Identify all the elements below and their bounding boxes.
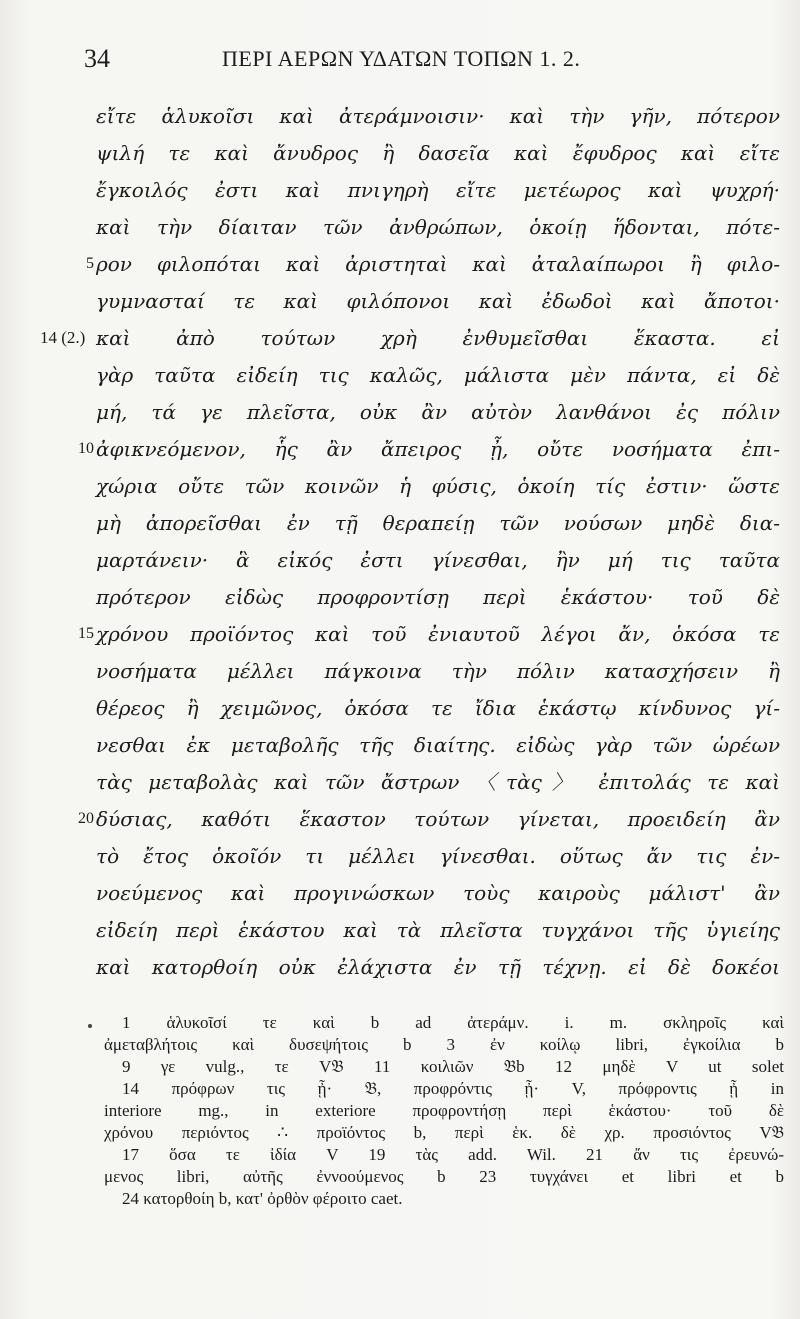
footnote-line bbox=[0, 1012, 800, 1034]
text-line bbox=[0, 727, 800, 764]
page-header bbox=[0, 40, 800, 80]
footnote-line bbox=[0, 1144, 800, 1166]
footnote-line bbox=[0, 1188, 800, 1210]
text-line bbox=[0, 357, 800, 394]
main-text bbox=[0, 98, 800, 986]
text-line bbox=[0, 320, 800, 357]
line-text: μὴ ἀπορεῖσθαι ἐν τῇ θεραπείῃ τῶν νούσων μηδὲ δια- bbox=[96, 511, 780, 535]
footnote-text: χρόνου περιόντος ∴ προϊόντος b, περὶ ἑκ. δὲ χρ. προσιόντος V𝔅 bbox=[104, 1123, 784, 1142]
text-line bbox=[0, 542, 800, 579]
text-line bbox=[0, 653, 800, 690]
line-number: 5 bbox=[86, 255, 94, 272]
footnote-line bbox=[0, 1034, 800, 1056]
line-text: ἔγκοιλός ἐστι καὶ πνιγηρὴ εἴτε μετέωρος καὶ ψυχρή· bbox=[96, 178, 780, 202]
footnote-text: 17 ὅσα τε ἰδία V 19 τὰς add. Wil. 21 ἄν τις ἐρευνώ- bbox=[122, 1145, 784, 1164]
text-line bbox=[0, 394, 800, 431]
footnote-text: interiore mg., in exteriore προφροντήσῃ περὶ ἑκάστου· τοῦ δὲ bbox=[104, 1101, 784, 1120]
line-text: νοεύμενος καὶ προγινώσκων τοὺς καιροὺς μάλιστ' ἂν bbox=[96, 881, 780, 905]
footnote-text: ἀμεταβλήτοις καὶ δυσεψήτοις b 3 ἐν κοίλῳ libri, ἐγκοίλια b bbox=[104, 1035, 784, 1054]
text-line bbox=[0, 172, 800, 209]
line-text: γὰρ ταῦτα εἰδείη τις καλῶς, μάλιστα μὲν πάντα, εἰ δὲ bbox=[96, 363, 780, 387]
line-text: χρόνου προϊόντος καὶ τοῦ ἐνιαυτοῦ λέγοι ἄν, ὁκόσα τε bbox=[96, 622, 780, 646]
line-text: πρότερον εἰδὼς προφροντίσῃ περὶ ἑκάστου· τοῦ δὲ bbox=[96, 585, 780, 609]
line-text: εἴτε ἁλυκοῖσι καὶ ἀτεράμνοισιν· καὶ τὴν γῆν, πότερον bbox=[96, 104, 780, 128]
text-line bbox=[0, 764, 800, 801]
line-number: 10 bbox=[78, 440, 94, 457]
text-line bbox=[0, 98, 800, 135]
text-line bbox=[0, 135, 800, 172]
line-text: ψιλή τε καὶ ἄνυδρος ἢ δασεῖα καὶ ἔφυδρος καὶ εἴτε bbox=[96, 141, 780, 165]
line-text: μαρτάνειν· ἃ εἰκός ἐστι γίνεσθαι, ἢν μή τις ταῦτα bbox=[96, 548, 780, 572]
line-text: ἀφικνεόμενον, ἧς ἂν ἄπειρος ᾖ, οὔτε νοσήματα ἐπι- bbox=[96, 437, 780, 461]
footnote-text: 14 πρόφρων τις ᾖ· 𝔅, προφρόντις ᾖ· V, πρόφροντις ᾖ in bbox=[122, 1079, 784, 1098]
footnote-text: 1 ἁλυκοῖσί τε καὶ b ad ἀτεράμν. i. m. σκληροῖς καὶ bbox=[122, 1013, 784, 1032]
line-text: μή, τά γε πλεῖστα, οὐκ ἂν αὐτὸν λανθάνοι ἐς πόλιν bbox=[96, 400, 780, 424]
footnote-line bbox=[0, 1078, 800, 1100]
footnote-text: 24 κατορθοίη b, κατ' ὀρθὸν φέροιτο caet. bbox=[122, 1189, 403, 1208]
line-number: 15 bbox=[78, 625, 94, 642]
text-line bbox=[0, 690, 800, 727]
running-title: ΠΕΡΙ ΑΕΡΩΝ ΥΔΑΤΩΝ ΤΟΠΩΝ 1. 2. bbox=[222, 46, 581, 71]
line-text: ρον φιλοπόται καὶ ἀριστηταὶ καὶ ἀταλαίπωροι ἢ φιλο- bbox=[96, 252, 780, 276]
line-text: καὶ κατορθοίη οὐκ ἐλάχιστα ἐν τῇ τέχνῃ. εἰ δὲ δοκέοι bbox=[96, 955, 780, 979]
text-line bbox=[0, 209, 800, 246]
line-text: τὸ ἔτος ὁκοῖόν τι μέλλει γίνεσθαι. οὕτως ἄν τις ἐν- bbox=[96, 844, 780, 868]
line-text: νοσήματα μέλλει πάγκοινα τὴν πόλιν κατασχήσειν ἢ bbox=[96, 659, 780, 683]
text-line bbox=[0, 838, 800, 875]
footnote-line bbox=[0, 1056, 800, 1078]
line-number: 14 (2.) bbox=[40, 328, 86, 347]
footnote-line bbox=[0, 1166, 800, 1188]
line-text: εἰδείη περὶ ἑκάστου καὶ τὰ πλεῖστα τυγχάνοι τῆς ὑγιείης bbox=[96, 918, 780, 942]
line-text: δύσιας, καθότι ἕκαστον τούτων γίνεται, προειδείη ἂν bbox=[96, 807, 780, 831]
text-line bbox=[0, 505, 800, 542]
margin-mark bbox=[88, 1024, 92, 1028]
text-line bbox=[0, 801, 800, 838]
footnote-line bbox=[0, 1122, 800, 1144]
text-line bbox=[0, 579, 800, 616]
text-line bbox=[0, 912, 800, 949]
line-text: τὰς μεταβολὰς καὶ τῶν ἄστρων 〈τὰς〉 ἐπιτολάς τε καὶ bbox=[96, 770, 780, 794]
text-line bbox=[0, 875, 800, 912]
page-number: 34 bbox=[84, 44, 110, 73]
text-line bbox=[0, 246, 800, 283]
text-line bbox=[0, 616, 800, 653]
critical-apparatus bbox=[0, 1012, 800, 1210]
text-line bbox=[0, 468, 800, 505]
line-text: καὶ τὴν δίαιταν τῶν ἀνθρώπων, ὁκοίῃ ἥδονται, πότε- bbox=[96, 215, 780, 239]
text-line bbox=[0, 283, 800, 320]
text-line bbox=[0, 431, 800, 468]
footnote-text: μενος libri, αὐτῆς ἐννοούμενος b 23 τυγχάνει et libri et b bbox=[104, 1167, 784, 1186]
text-line bbox=[0, 949, 800, 986]
line-text: θέρεος ἢ χειμῶνος, ὁκόσα τε ἴδια ἑκάστῳ κίνδυνος γί- bbox=[96, 696, 780, 720]
footnote-line bbox=[0, 1100, 800, 1122]
line-text: καὶ ἀπὸ τούτων χρὴ ἐνθυμεῖσθαι ἕκαστα. εἰ bbox=[96, 326, 780, 350]
line-text: χώρια οὔτε τῶν κοινῶν ἡ φύσις, ὁκοίη τίς ἐστιν· ὥστε bbox=[96, 474, 780, 498]
line-number: 20 bbox=[78, 810, 94, 827]
line-text: νεσθαι ἐκ μεταβολῆς τῆς διαίτης. εἰδὼς γὰρ τῶν ὡρέων bbox=[96, 733, 780, 757]
line-text: γυμνασταί τε καὶ φιλόπονοι καὶ ἐδωδοὶ καὶ ἄποτοι· bbox=[96, 289, 780, 313]
footnote-text: 9 γε vulg., τε V𝔅 11 κοιλιῶν 𝔅b 12 μηδὲ V ut solet bbox=[122, 1057, 784, 1076]
